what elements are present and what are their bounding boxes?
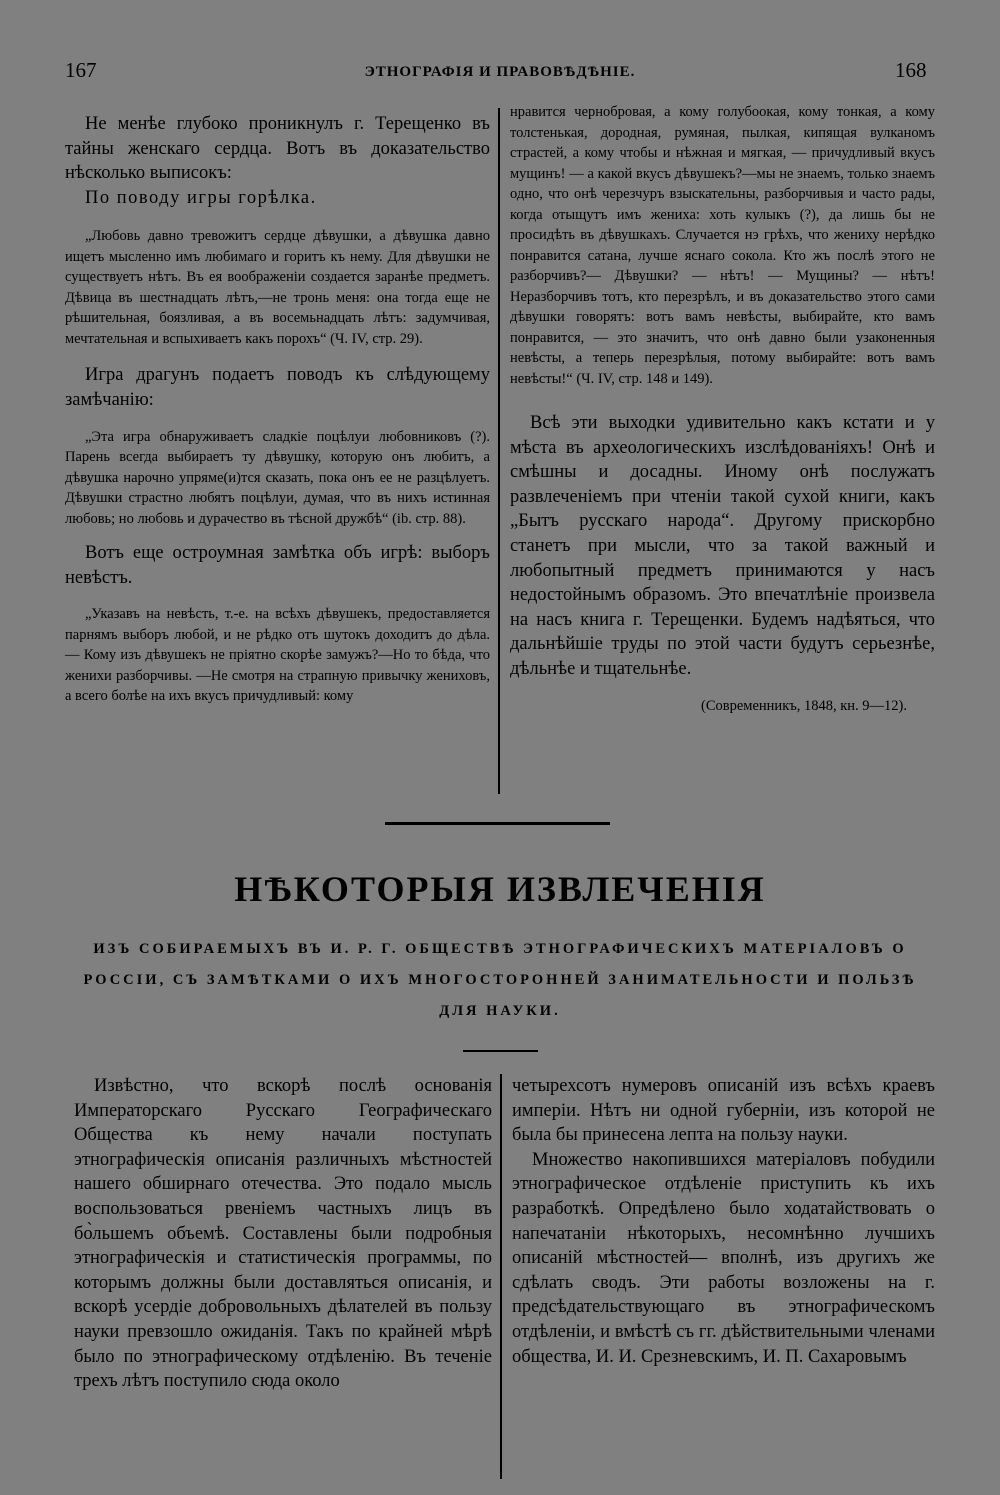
page-number-right: 168 bbox=[895, 58, 927, 82]
subtitle-line: ИЗЪ СОБИРАЕМЫХЪ ВЪ И. Р. Г. ОБЩЕСТВѢ ЭТНОГРАФИЧЕСКИХЪ МАТЕРІАЛОВЪ О bbox=[93, 941, 907, 957]
paragraph: Игра драгунъ подаетъ поводъ къ слѣдующему замѣчанію: bbox=[65, 365, 490, 410]
section-subtitle bbox=[60, 934, 940, 1027]
subtitle-line: РОССІИ, СЪ ЗАМѢТКАМИ О ИХЪ МНОГОСТОРОННЕЙ ЗАНИМАТЕЛЬНОСТИ И ПОЛЬЗѢ bbox=[83, 972, 917, 988]
paragraph: Множество накопившихся матеріаловъ побудили этнографическое отдѣленіе приступить къ ихъ разработкѣ. Опредѣлено было ходатайствовать о напечатаніи нѣкоторыхъ, несомнѣнно лучшихъ описаній мѣстностей— вполнѣ, изъ другихъ же сдѣлать сводъ. Эти работы возложены на г. предсѣдательствующаго въ этнографическомъ отдѣленіи, и вмѣстѣ съ гг. дѣйствительными членами общества, И. И. Срезневскимъ, И. П. Сахаровымъ bbox=[512, 1149, 935, 1367]
running-title: ЭТНОГРАФІЯ И ПРАВОВѢДѢНІЕ. bbox=[364, 64, 636, 80]
section-separator bbox=[385, 822, 610, 825]
right-column-top bbox=[510, 102, 935, 716]
quote: „Любовь давно тревожитъ сердце дѣвушки, а дѣвушка давно ищетъ мысленно имъ любимаго и горитъ къ нему. Для дѣвушки не существуетъ нѣтъ. Въ ея воображеніи создается заранѣе предметъ. Дѣвица въ шестнадцать лѣтъ,—не тронь меня: она тогда еще не рѣшительная, боязливая, а въ восемьнадцать лѣтъ: задумчивая, мечтательная и вспыхиваетъ какъ порохъ“ (Ч. IV, стр. 29). bbox=[65, 228, 490, 347]
column-divider bbox=[498, 108, 500, 794]
paragraph: Вотъ еще остроумная замѣтка объ игрѣ: выборъ невѣстъ. bbox=[65, 543, 490, 588]
short-separator bbox=[463, 1050, 538, 1052]
quote: „Указавъ на невѣсть, т.-е. на всѣхъ дѣвушекъ, предоставляется парнямъ выборъ любой, и не рѣдко отъ шутокъ доходитъ до дѣла. — Кому изъ дѣвушекъ не пріятно скорѣе замужъ?—Но то бѣда, что женихи разборчивы. —Не смотря на страпную привычку жениховъ, а всего болѣе на ихъ вкусъ причудливый: кому bbox=[65, 606, 490, 705]
subtitle-line: ДЛЯ НАУКИ. bbox=[439, 1003, 561, 1019]
left-column-bottom bbox=[74, 1074, 492, 1394]
paragraph: четырехсотъ нумеровъ описаній изъ всѣхъ краевъ имперіи. Нѣтъ ни одной губерніи, изъ которой не была бы принесена лепта на пользу науки. bbox=[512, 1076, 935, 1146]
column-divider bbox=[500, 1074, 502, 1479]
page-number-left: 167 bbox=[65, 58, 97, 82]
source-citation: (Современникъ, 1848, кн. 9—12). bbox=[701, 697, 907, 714]
quote: „Эта игра обнаруживаетъ сладкіе поцѣлуи любовниковъ (?). Парень всегда выбираетъ ту дѣвушку, которую онъ любитъ, а дѣвушка нарочно упряме(и)тся сказать, пока онъ ее не разцѣлуетъ. Дѣвушки страстно любятъ поцѣлуи, думая, что въ нихъ истинная любовь; но любовь и дурачество въ тѣсной дружбѣ“ (ib. стр. 88). bbox=[65, 428, 490, 527]
section-title: НѢКОТОРЫЯ ИЗВЛЕЧЕНІЯ bbox=[234, 869, 766, 909]
paragraph: Извѣстно, что вскорѣ послѣ основанія Императорскаго Русскаго Географическаго Общества къ нему начали поступать этнографическія описанія различныхъ мѣстностей нашего обширнаго отечества. Это подало мысль воспользоваться рвеніемъ частныхъ лицъ въ бо̀льшемъ объемѣ. Составлены были подробныя этнографическія и статистическія программы, по которымъ должны были доставляться описанія, и вскорѣ усердіе добровольныхъ дѣлателей въ пользу науки превзошло ожиданія. Такъ по крайней мѣрѣ было по этнографическому отдѣленію. Въ теченіе трехъ лѣтъ поступило сюда около bbox=[74, 1076, 492, 1392]
paragraph: Не менѣе глубоко проникнулъ г. Терещенко въ тайны женскаго сердца. Вотъ въ доказательство нѣсколько выписокъ: bbox=[65, 114, 490, 184]
left-column-top bbox=[65, 112, 490, 707]
right-column-bottom bbox=[512, 1074, 935, 1369]
paragraph: По поводу игры горѣлка. bbox=[85, 187, 317, 208]
paragraph: Всѣ эти выходки удивительно какъ кстати и у мѣста въ археологическихъ изслѣдованіяхъ! Онѣ и смѣшны и досадны. Иному онѣ послужатъ развлеченіемъ при чтеніи такой сухой книги, какъ „Бытъ русскаго народа“. Другому прискорбно станетъ при мысли, что за такой важный и любопытный предметъ принимаются у насъ недостойнымъ образомъ. Это впечатлѣніе произвела на насъ книга г. Терещенки. Будемъ надѣяться, что дальнѣйшіе труды по этой части будутъ серьезнѣе, дѣльнѣе и тщательнѣе. bbox=[510, 413, 935, 679]
quote-continued: нравится чернобровая, а кому голубоокая, кому тонкая, а кому толстенькая, дородная, румяная, пылкая, кипящая вулканомъ страстей, а кому чтобы и нѣжная и мягкая, — причудливый вкусъ мущинъ! — а какой вкусъ дѣвушекъ?—мы не знаемъ, только знаемъ одно, что онѣ черезчуръ взыскательны, разборчивыя и часто рады, когда отыщутъ имъ жениха: хоть кулыкъ (?), да лишь бы не просидѣть въ дѣвушкахъ. Случается нэ грѣхъ, что жениху нерѣдко понравится сатана, лучше яснаго сокола. Кто жъ послѣ этого не разборчивъ?— Дѣвушки? — нѣтъ! — Мущины? — нѣтъ! Неразборчивъ тотъ, кто перезрѣлъ, и въ доказательство этого сами дѣвушки говорятъ: вотъ вамъ невѣсты, выбирайте, кто вамъ понравится, — это значитъ, что онѣ давно были узаконенныя невѣсты, а теперь перезрѣлыя, потому выбирайте: вотъ вамъ невѣсты!“ (Ч. IV, стр. 148 и 149). bbox=[510, 104, 935, 387]
